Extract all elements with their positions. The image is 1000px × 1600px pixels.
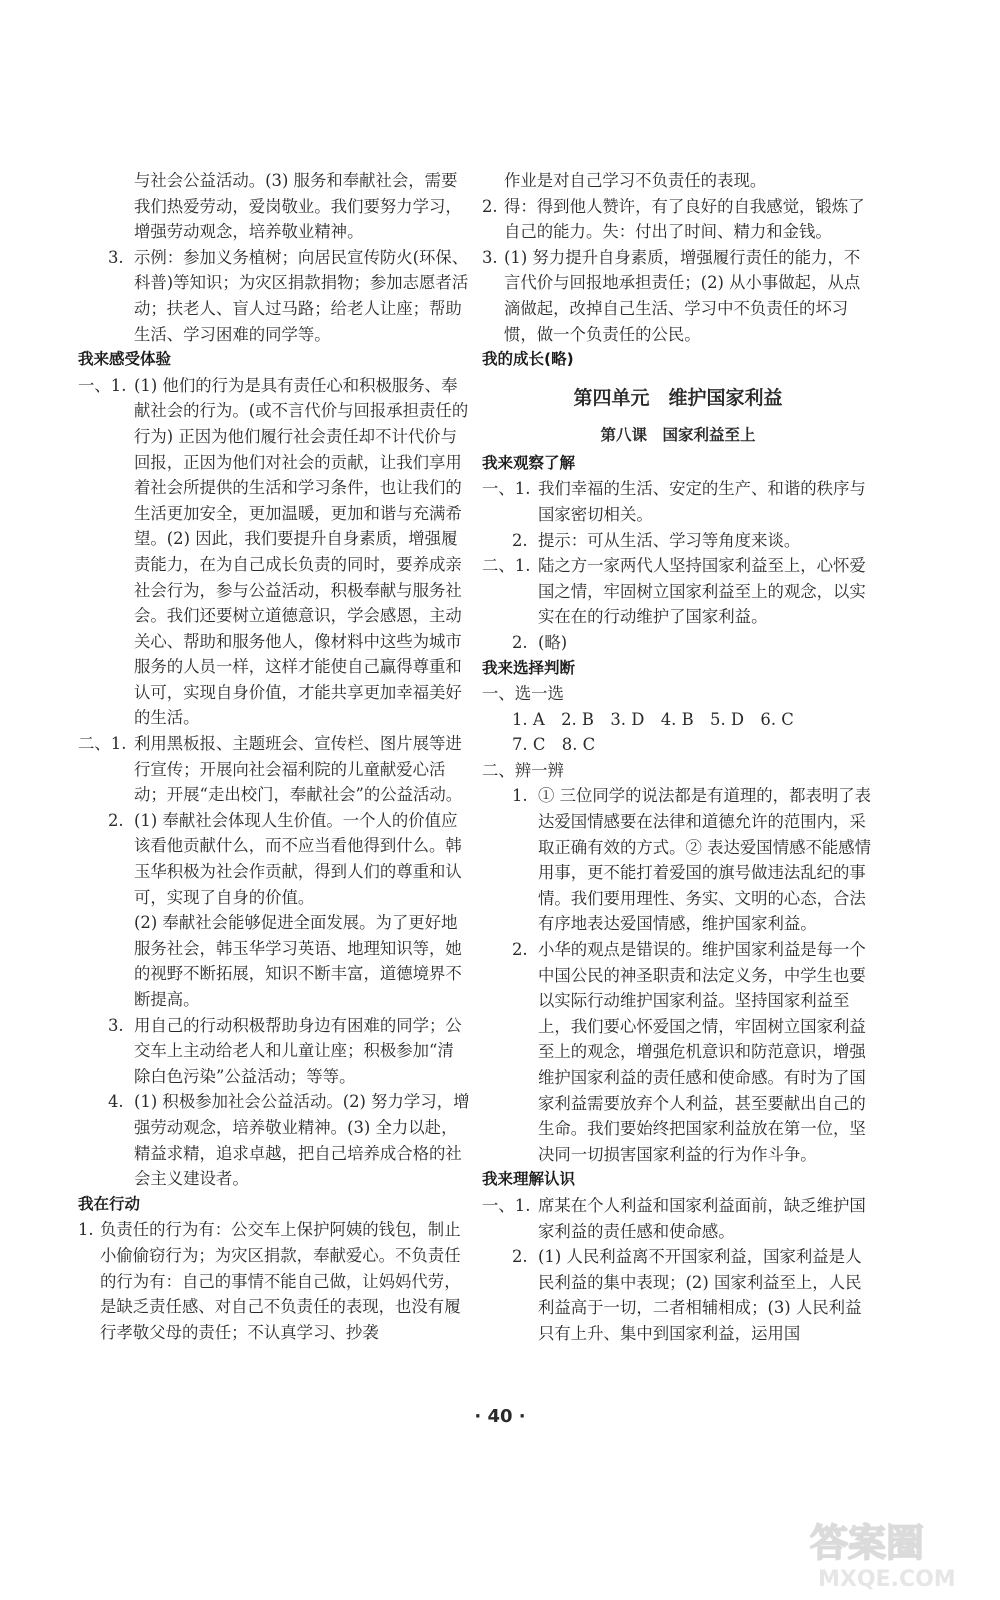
item-number: 2.: [512, 632, 528, 652]
watermark-logo: [804, 1510, 974, 1592]
list-item: [78, 373, 470, 731]
list-item: [78, 731, 470, 808]
item-number: 3.: [108, 247, 124, 267]
item-text: ① 三位同学的说法都是有道理的，都表明了表达爱国情感要在法律和道德允许的范围内，采取正确有效的方式。② 表达爱国情感不能感情用事，更不能打着爱国的旗号做违法乱纪的事情。我们要用理性、务实、文明的心态，合法有序地表达爱国情感，维护国家利益。: [538, 786, 872, 934]
item-number: 1.: [512, 786, 528, 806]
list-item: [482, 1193, 874, 1244]
answer-row: 1. A 2. B 3. D 4. B 5. D 6. C: [512, 709, 794, 729]
item-text: 小华的观点是错误的。维护国家利益是每一个中国公民的神圣职责和法定义务，中学生也要以实际行动维护国家利益。坚持国家利益至上，我们要心怀爱国之情，牢固树立国家利益至上的观念，增强危机意识和防范意识，增强维护国家利益的责任感和使命感。有时为了国家利益需要放弃个人利益，甚至要献出自己的生命。我们要始终把国家利益放在第一位，坚决同一切损害国家利益的行为作斗争。: [538, 940, 866, 1164]
list-item: [482, 937, 874, 1167]
list-item: [78, 245, 470, 347]
item-number: 2.: [512, 940, 528, 960]
list-item: [78, 1013, 470, 1090]
item-text: 得：得到他人赞许，有了良好的自我感觉，锻炼了自己的能力。失：付出了时间、精力和金钱。: [504, 196, 865, 242]
answer-row: 7. C 8. C: [512, 735, 596, 755]
paragraph: 作业是对自己学习不负责任的表现。: [504, 171, 767, 190]
item-number: 2.: [108, 810, 124, 830]
paragraph: 与社会公益活动。(3) 服务和奉献社会，需要我们热爱劳动，爱岗敬业。我们要努力学习，增强劳动观念，培养敬业精神。: [134, 171, 462, 242]
item-number: 3.: [108, 1015, 124, 1035]
item-number: 一、1.: [78, 375, 127, 395]
list-item: [78, 808, 470, 1013]
item-text: 席某在个人利益和国家利益面前，缺乏维护国家利益的责任感和使命感。: [538, 1195, 866, 1241]
list-item: [482, 783, 874, 937]
item-text-part: (2) 奉献社会能够促进全面发展。为了更好地服务社会，韩玉华学习英语、地理知识等，她的视野不断拓展，知识不断丰富，道德境界不断提高。: [134, 913, 462, 1009]
item-number: 1.: [78, 1220, 94, 1240]
section-heading: 我来理解认识: [482, 1170, 576, 1189]
item-number: 3.: [482, 247, 498, 267]
lesson-title: 第八课 国家利益至上: [600, 425, 756, 444]
item-text: 我们幸福的生活、安定的生产、和谐的秩序与国家密切相关。: [538, 479, 866, 524]
watermark-url: MXQE.COM: [818, 1567, 956, 1592]
item-number: 二、1.: [78, 734, 127, 754]
item-text: 负责任的行为有：公交车上保护阿姨的钱包，制止小偷偷窃行为；为灾区捐款，奉献爱心。不负责任的行为有：自己的事情不能自己做，让妈妈代劳，是缺乏责任感、对自己不负责任的表现，也没有履行孝敬父母的责任；不认真学习、抄袭: [100, 1220, 461, 1342]
item-text: [134, 808, 470, 1013]
item-number: 一、1.: [482, 479, 531, 499]
item-text: (1) 他们的行为是具有责任心和积极服务、奉献社会的行为。(或不言代价与回报承担责任的行为) 正因为他们履行社会责任却不计代价与回报，正因为他们对社会的贡献，让我们享用着社会所提供的生活和学习条件，也让我们的生活更加安全，更加温暖，更加和谐与充满希望。(2) 因此，我们要提升自身素质，增强履责能力，在为自己成长负责的同时，要养成亲社会行为，参与公益活动，积极奉献与服务社会。我们还要树立道德意识，学会感恩，主动关心、帮助和服务他人，像材料中这些为城市服务的人员一样，这样才能使自己赢得尊重和认可，实现自身价值，才能共享更加幸福美好的生活。: [134, 375, 469, 728]
item-text: (略): [538, 632, 568, 652]
list-item: [482, 1244, 874, 1346]
section-heading: 我来选择判断: [482, 658, 576, 677]
list-item: [482, 476, 874, 527]
list-item: [78, 1217, 470, 1345]
list-item: [482, 245, 874, 347]
page-number: · 40 ·: [474, 1406, 526, 1427]
item-text: 示例：参加义务植树；向居民宣传防火(环保、科普)等知识；为灾区捐款捐物；参加志愿者活动；扶老人、盲人过马路；给老人让座；帮助生活、学习困难的同学等。: [134, 247, 469, 344]
item-text: 利用黑板报、主题班会、宣传栏、图片展等进行宣传；开展向社会福利院的儿童献爱心活动；开展“走出校门，奉献社会”的公益活动。: [134, 734, 463, 805]
section-heading: 我在行动: [78, 1194, 141, 1213]
right-column: [482, 168, 874, 1347]
item-text: 提示：可从生活、学习等角度来谈。: [538, 530, 801, 550]
list-item: [482, 553, 874, 630]
item-text-part: (1) 奉献社会体现人生价值。一个人的价值应该看他贡献什么，而不应当看他得到什么。韩玉华积极为社会作贡献，得到人们的尊重和认可，实现了自身的价值。: [134, 810, 462, 907]
item-text: (1) 积极参加社会公益活动。(2) 努力学习，增强劳动观念，培养敬业精神。(3) 全力以赴，精益求精，追求卓越，把自己培养成合格的社会主义建设者。: [134, 1092, 470, 1189]
item-text: 用自己的行动积极帮助身边有困难的同学；公交车上主动给老人和儿童让座；积极参加“清除白色污染”公益活动；等等。: [134, 1015, 462, 1086]
item-number: 2.: [482, 196, 498, 216]
item-text: 陆之方一家两代人坚持国家利益至上，心怀爱国之情，牢固树立国家利益至上的观念，以实实在在的行动维护了国家利益。: [538, 556, 866, 627]
subsection-label: 二、辨一辨: [482, 760, 564, 780]
section-heading: 我来感受体验: [78, 350, 172, 369]
list-item: [482, 194, 874, 245]
section-heading: 我来观察了解: [482, 453, 576, 472]
list-item: [482, 528, 874, 554]
section-heading: 我的成长(略): [482, 350, 574, 369]
item-text: (1) 人民利益离不开国家利益，国家利益是人民利益的集中表现；(2) 国家利益至上，人民利益高于一切，二者相辅相成；(3) 人民利益只有上升、集中到国家利益，运用国: [538, 1247, 862, 1343]
item-number: 2.: [512, 530, 528, 550]
item-number: 二、1.: [482, 556, 531, 576]
item-number: 2.: [512, 1247, 528, 1267]
list-item: [482, 630, 874, 656]
subsection-label: 一、选一选: [482, 684, 564, 704]
watermark-text: 答案圈: [810, 1521, 925, 1565]
list-item: [78, 1089, 470, 1191]
unit-title: 第四单元 维护国家利益: [573, 386, 783, 409]
item-text: (1) 努力提升自身素质，增强履行责任的能力，不言代价与回报地承担责任；(2) 从小事做起，从点滴做起，改掉自己生活、学习中不负责任的坏习惯，做一个负责任的公民。: [504, 247, 861, 344]
item-number: 4.: [108, 1092, 124, 1112]
item-number: 一、1.: [482, 1195, 531, 1215]
left-column: [78, 168, 470, 1345]
